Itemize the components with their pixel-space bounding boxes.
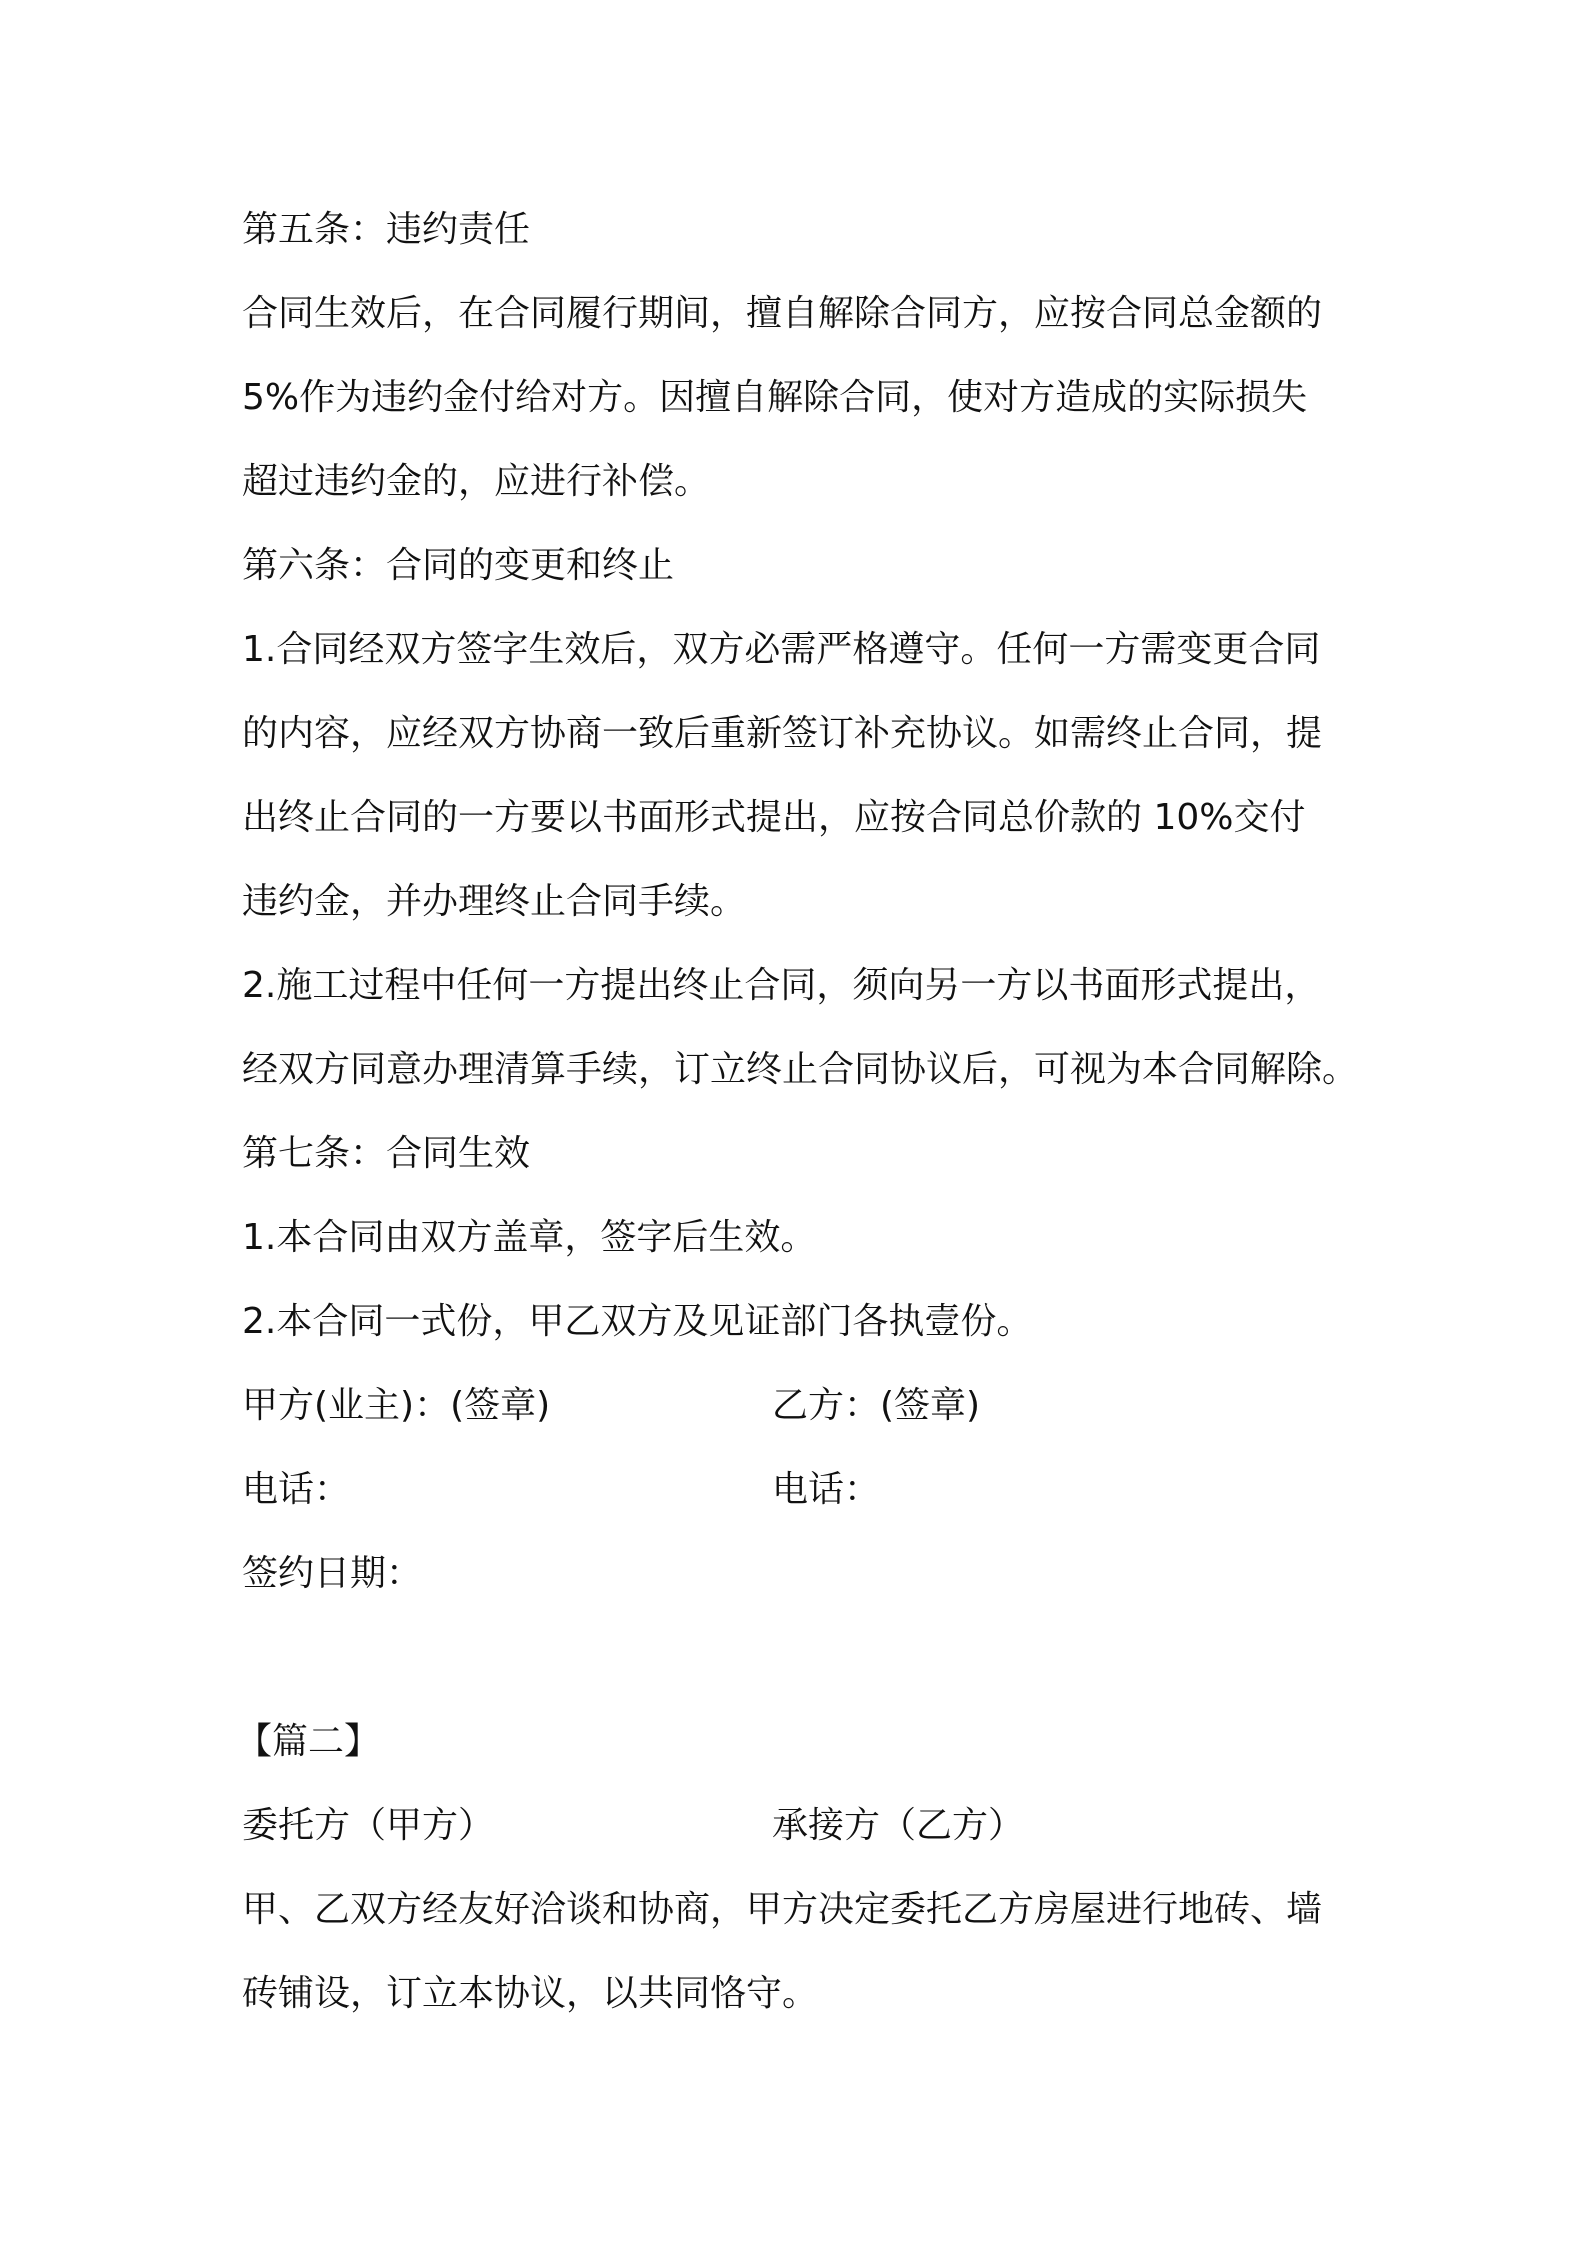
client-party: 委托方（甲方） [242,1805,495,1846]
article-5-title: 第五条：违约责任 [242,209,531,250]
article-7-clause-1: 1.本合同由双方盖章，签字后生效。 [242,1217,817,1258]
document-page [236,200,1362,2048]
article-6-clause-1-line-2: 的内容，应经双方协商一致后重新签订补充协议。如需终止合同，提 [242,713,1323,754]
signing-date: 签约日期： [242,1553,423,1594]
contractor-party: 承接方（乙方） [772,1805,1025,1846]
section-2-line-1: 甲、乙双方经友好洽谈和协商，甲方决定委托乙方房屋进行地砖、墙 [242,1889,1323,1930]
phone-row [242,1460,1362,1544]
article-7-title: 第七条：合同生效 [242,1133,531,1174]
party-a-phone: 电话： [242,1469,351,1510]
party-b-phone: 电话： [772,1469,881,1510]
article-7-clause-2: 2.本合同一式份，甲乙双方及见证部门各执壹份。 [242,1301,1033,1342]
article-5-line-1: 合同生效后，在合同履行期间，擅自解除合同方，应按合同总金额的 [242,293,1323,334]
article-6-clause-1-line-1: 1.合同经双方签字生效后，双方必需严格遵守。任何一方需变更合同 [242,629,1321,670]
article-6-clause-1-line-3: 出终止合同的一方要以书面形式提出，应按合同总价款的 10%交付 [242,797,1306,838]
section-2-line-2: 砖铺设，订立本协议，以共同恪守。 [242,1973,819,2014]
section-2-parties-row [242,1796,1362,1880]
party-a-signature: 甲方(业主)：(签章) [242,1385,551,1426]
section-spacer [242,1628,1362,1712]
article-6-clause-2-line-1: 2.施工过程中任何一方提出终止合同，须向另一方以书面形式提出， [242,965,1321,1006]
article-5-line-2: 5%作为违约金付给对方。因擅自解除合同，使对方造成的实际损失 [242,377,1308,418]
article-6-clause-2-line-2: 经双方同意办理清算手续，订立终止合同协议后，可视为本合同解除。 [242,1049,1359,1090]
article-6-clause-1-line-4: 违约金，并办理终止合同手续。 [242,881,747,922]
section-2-title: 【篇二】 [236,1721,381,1762]
article-6-title: 第六条：合同的变更和终止 [242,545,675,586]
signature-row [242,1376,1362,1460]
article-5-line-3: 超过违约金的，应进行补偿。 [242,461,711,502]
party-b-signature: 乙方：(签章) [772,1385,981,1426]
